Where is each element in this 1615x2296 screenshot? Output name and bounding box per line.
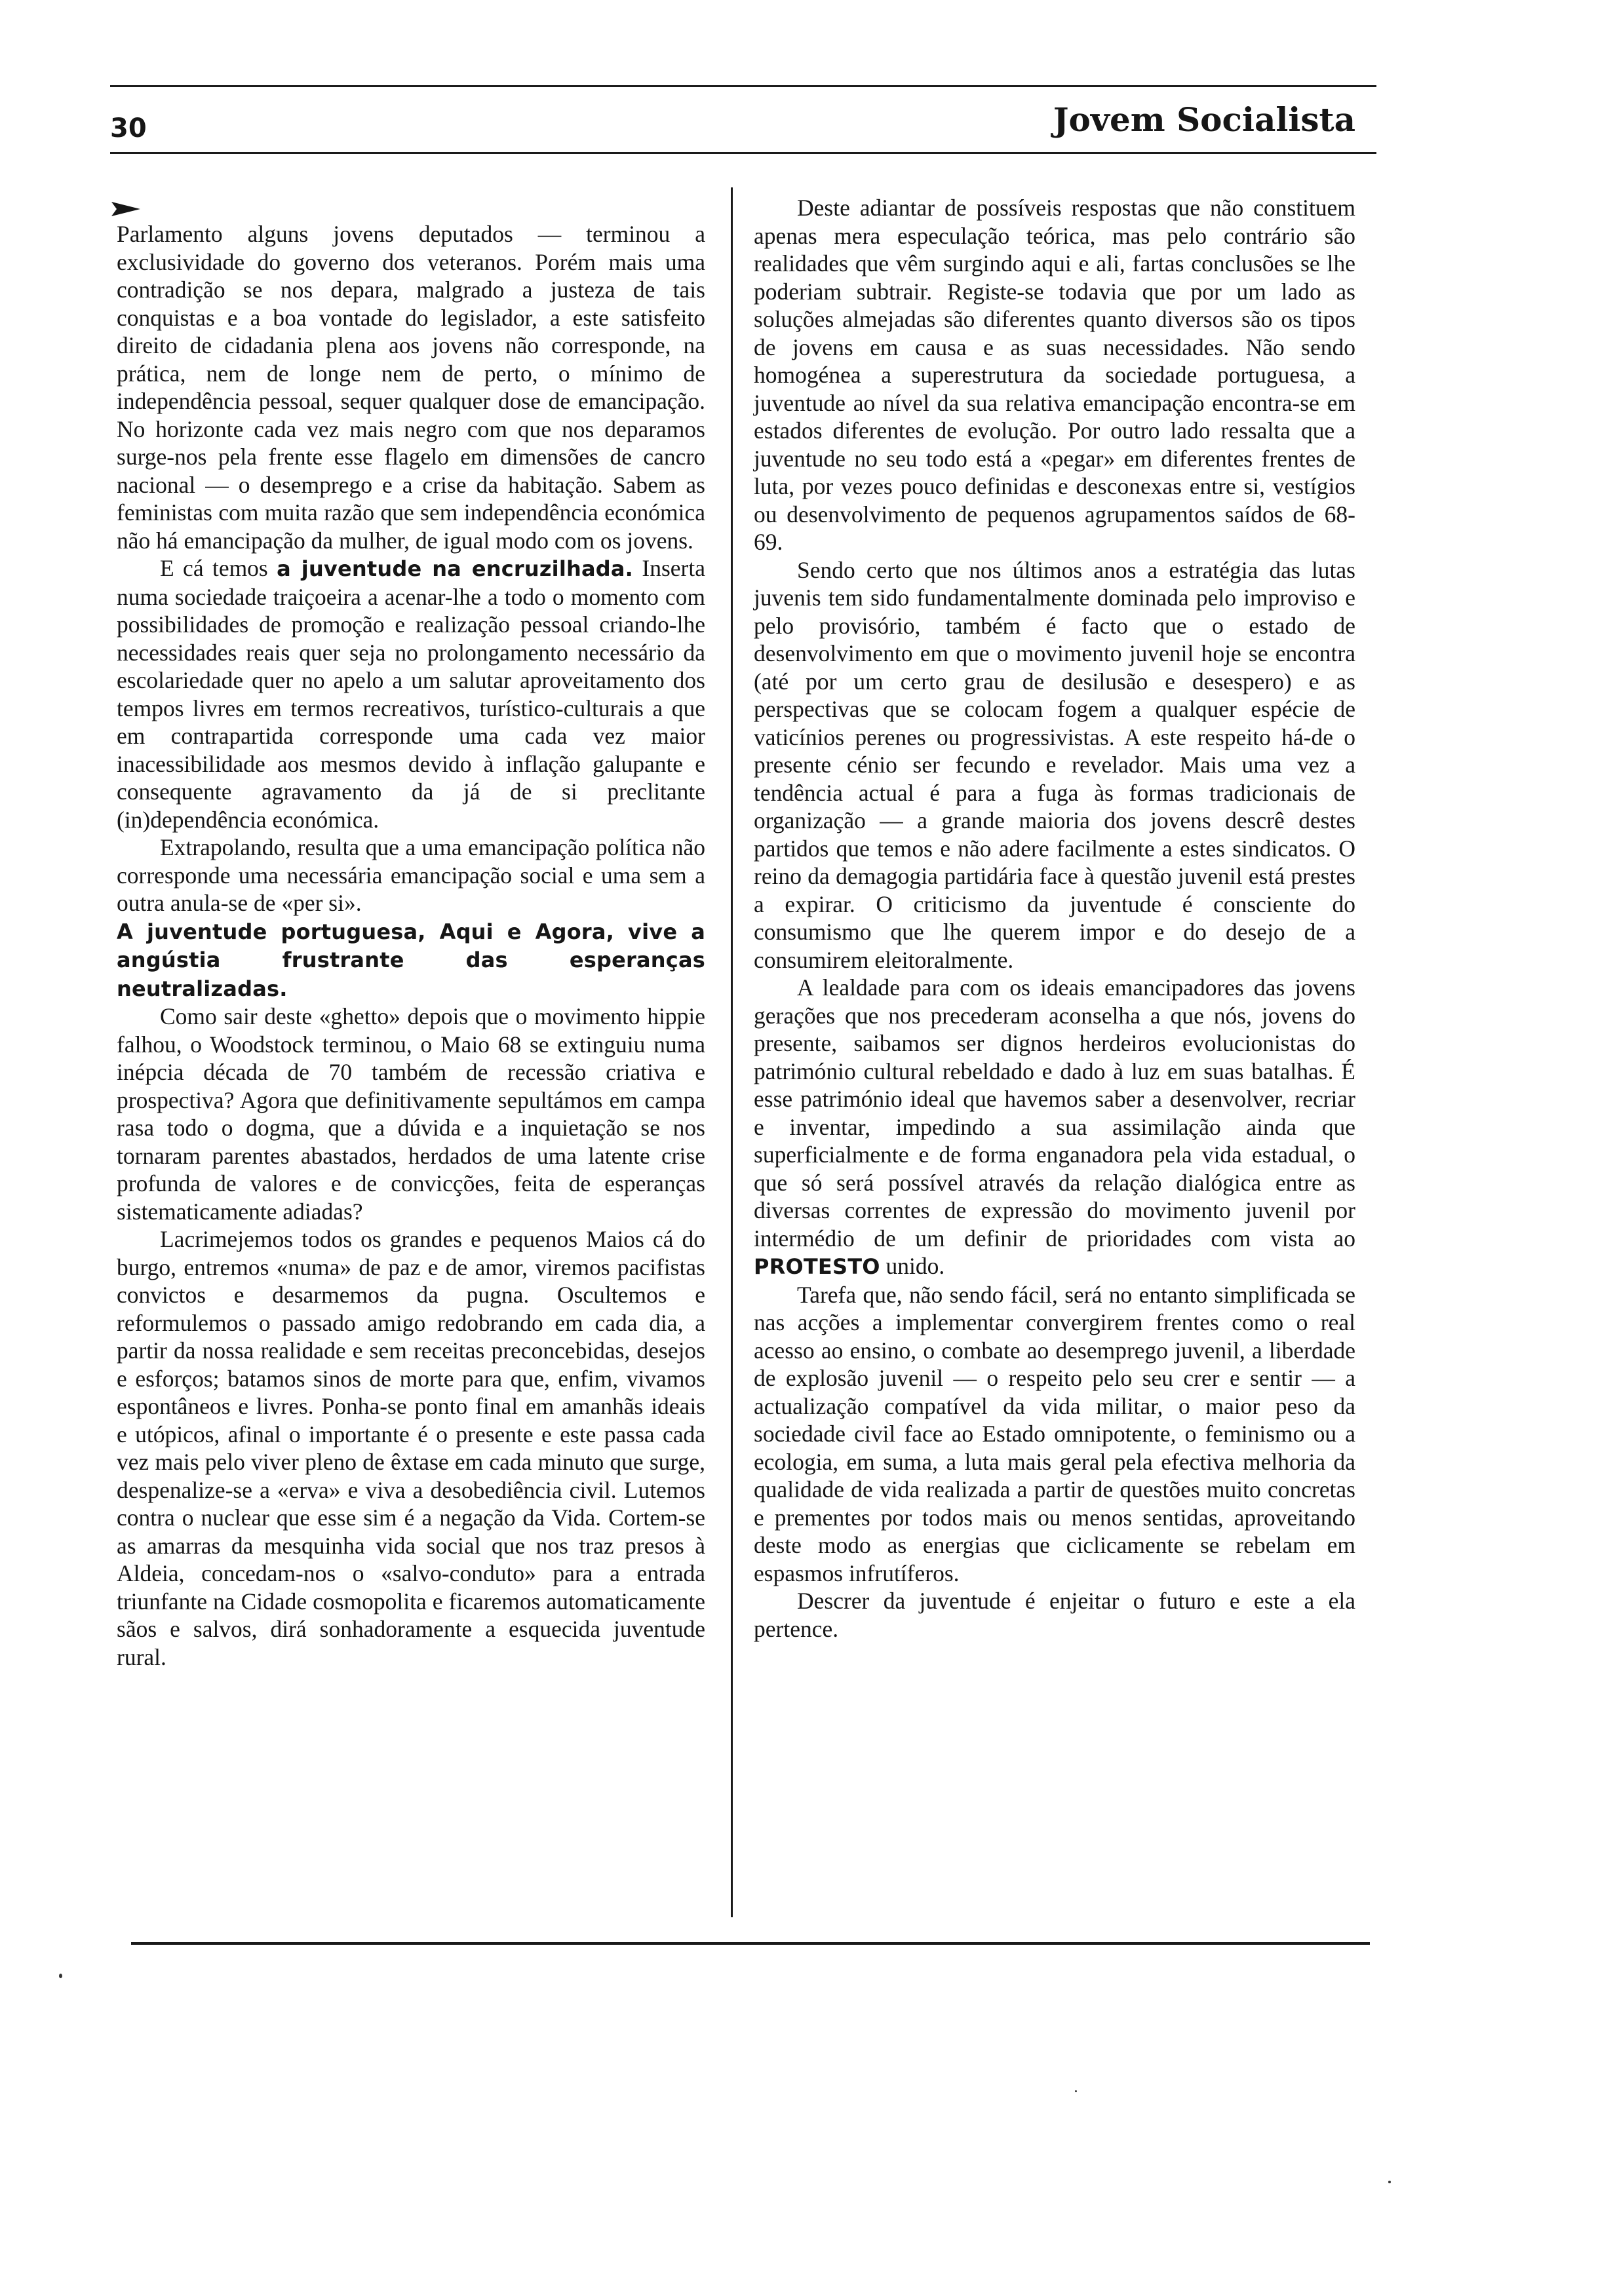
right-paragraph-3-rest: unido. xyxy=(880,1253,945,1279)
left-paragraph-2-rest: Inserta numa sociedade traiçoeira a acenar-lhe a todo o momento com possibilidades de promoção e realização pessoal criando-lhe necessidades reais quer seja no prolongamento necessário da escolariedade quer no apelo a um salutar aproveitamento dos tempos livres em termos recreativos, turístico-culturais a que em contrapartida corresponde uma cada vez maior inacessibilidade aos mesmos devido à inflação galupante e consequente agravamento da já de si preclitante (in)dependência económica. xyxy=(117,555,705,833)
footer-rule xyxy=(131,1942,1370,1945)
header-bottom-rule xyxy=(110,152,1376,154)
column-divider xyxy=(731,187,733,1917)
left-paragraph-3: Extrapolando, resulta que a uma emancipação política não corresponde uma necessária emancipação social e uma sem a outra anula-se de «per si». xyxy=(117,834,705,916)
article-right-column xyxy=(754,194,1355,1643)
scan-speck xyxy=(1388,2181,1391,2183)
right-paragraph-4: Tarefa que, não sendo fácil, será no entanto simplificada se nas acções a implementar convergirem frentes como o real acesso ao ensino, o combate ao desemprego juvenil, a liberdade de explosão juvenil — o respeito pelo seu crer e sentir — a actualização compatível da vida militar, o maior peso da sociedade civil face ao Estado omnipotente, o feminismo ou a ecologia, em suma, a luta mais geral pela efectiva melhoria da qualidade de vida realizada a partir de questões muito concretas e prementes por todos mais ou menos sentidas, aproveitando deste modo as energias que ciclicamente se rebelam em espasmos infrutíferos. xyxy=(754,1281,1355,1586)
scan-speck xyxy=(1075,2090,1077,2092)
right-paragraph-3-lead: A lealdade para com os ideais emancipadores das jovens gerações que nos precederam aconselha a que nós, jovens do presente, saibamos ser dignos herdeiros evolucionistas do património cultural rebeldado e dado à luz em suas batalhas. É esse património ideal que havemos saber a desenvolver, recriar e inventar, impedindo a sua assimilação ainda que superficialmente e de forma enganadora pela vida estadual, o que só será possível através da relação dialógica entre as diversas correntes de expressão do movimento juvenil por intermédio de um definir de prioridades com vista ao xyxy=(754,974,1355,1252)
right-paragraph-3-emphasis: PROTESTO xyxy=(754,1254,880,1279)
left-paragraph-5: Como sair deste «ghetto» depois que o movimento hippie falhou, o Woodstock terminou, o Maio 68 se extinguiu numa inépcia década de 70 também de recessão criativa e prospectiva? Agora que definitivamente sepultámos em campa rasa todo o dogma, que a dúvida e a inquietação se nos tornaram parentes abastados, herdados de uma latente crise profunda de valores e de convicções, feita de esperanças sistematicamente adiadas? xyxy=(117,1003,705,1225)
left-paragraph-4-emphasis xyxy=(117,917,705,1003)
journal-title: Jovem Socialista xyxy=(1053,100,1355,139)
page-number: 30 xyxy=(110,113,147,144)
left-paragraph-2-emphasis: a juventude na encruzilhada. xyxy=(277,556,634,581)
left-paragraph-2 xyxy=(117,554,705,833)
right-paragraph-3 xyxy=(754,974,1355,1281)
left-paragraph-6: Lacrimejemos todos os grandes e pequenos Maios cá do burgo, entremos «numa» de paz e de amor, viremos pacifistas convictos e desarmemos da pugna. Oscultemos e reformulemos o passado amigo redobrando em cada dia, a partir da nossa realidade e sem receitas preconcebidas, desejos e esforços; batamos sinos de morte para que, enfim, vivamos espontâneos e livres. Ponha-se ponto final em amanhãs ideais e utópicos, afinal o importante é o presente e este passa cada vez mais pelo viver pleno de êxtase em cada minuto que surge, despenalize-se a «erva» e viva a desobediência civil. Lutemos contra o nuclear que esse sim é a negação da Vida. Cortem-se as amarras da mesquinha vida social que nos traz presos à Aldeia, concedam-nos o «salvo-conduto» para a entrada triunfante na Cidade cosmopolita e ficaremos automaticamente sãos e salvos, dirá sonhadoramente a esquecida juventude rural. xyxy=(117,1226,705,1670)
continuation-arrow-icon xyxy=(111,202,140,216)
header-top-rule xyxy=(110,85,1376,87)
article-left-column xyxy=(117,220,705,1671)
right-paragraph-1: Deste adiantar de possíveis respostas que não constituem apenas mera especulação teórica, mas pelo contrário são realidades que vêm surgindo aqui e ali, fartas conclusões se lhe poderiam subtrair. Registe-se todavia que por um lado as soluções almejadas são diferentes quanto diversos são os tipos de jovens em causa e as suas necessidades. Não sendo homogénea a superestrutura da sociedade portuguesa, a juventude ao nível da sua relativa emancipação encontra-se em estados diferentes de evolução. Por outro lado ressalta que a juventude no seu todo está a «pegar» em diferentes frentes de luta, por vezes pouco definidas e desconexas entre si, vestígios ou desenvolvimento de pequenos agrupamentos saídos de 68-69. xyxy=(754,195,1355,555)
right-paragraph-5: Descrer da juventude é enjeitar o futuro e este a ela pertence. xyxy=(754,1588,1355,1642)
left-paragraph-2-lead: E cá temos xyxy=(160,555,277,581)
left-bold-statement: A juventude portuguesa, Aqui e Agora, vive a angústia frustrante das esperanças neutralizadas. xyxy=(117,919,705,1001)
left-paragraph-1: Parlamento alguns jovens deputados — terminou a exclusividade do governo dos veteranos. Porém mais uma contradição se nos depara, malgrado a justeza de tais conquistas e a boa vontade do legislador, a este satisfeito direito de cidadania plena aos jovens não corresponde, na prática, nem de longe nem de perto, o mínimo de independência pessoal, sequer qualquer dose de emancipação. No horizonte cada vez mais negro com que nos deparamos surge-nos pela frente esse flagelo em dimensões de cancro nacional — o desemprego e a crise da habitação. Sabem as feministas com muita razão que sem independência económica não há emancipação da mulher, de igual modo com os jovens. xyxy=(117,221,705,554)
right-paragraph-2: Sendo certo que nos últimos anos a estratégia das lutas juvenis tem sido fundamentalmente dominada pelo improviso e pelo provisório, também é facto que o estado de desenvolvimento em que o movimento juvenil hoje se encontra (até por um certo grau de desilusão e desespero) e as perspectivas que se colocam fogem a qualquer espécie de vaticínios perenes ou progressivistas. A este respeito há-de o presente cénio ser fecundo e revelador. Mais uma vez a tendência actual é para a fuga às formas tradicionais de organização — a grande maioria dos jovens descrê destes partidos que temos e não adere facilmente a estes sindicatos. O reino da demagogia partidária face à questão juvenil está prestes a expirar. O criticismo da juventude é consciente do consumismo que lhe querem impor e do desejo de a consumirem eleitoralmente. xyxy=(754,556,1355,973)
scan-speck xyxy=(59,1974,62,1978)
